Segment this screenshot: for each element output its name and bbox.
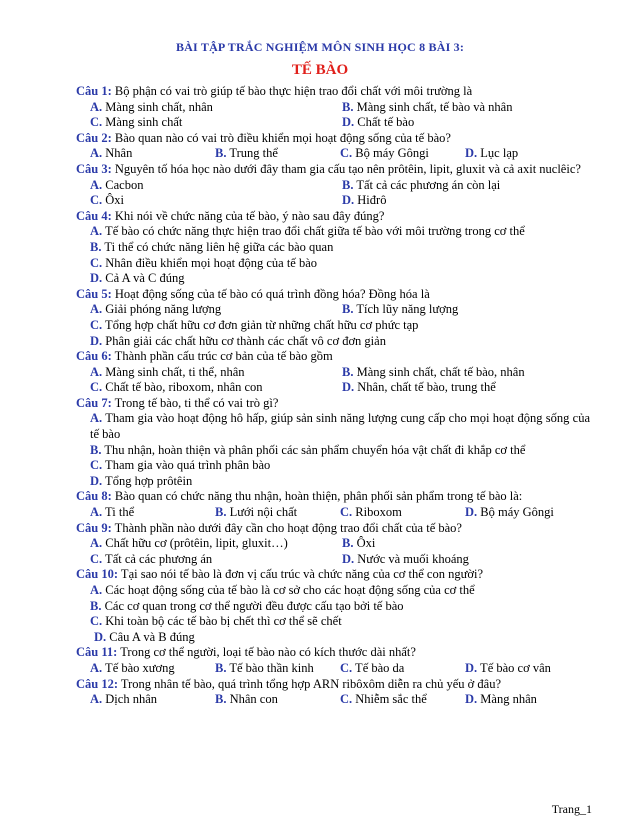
option-letter: C. [340,505,353,520]
option-text: Các hoạt động sống của tế bào là cơ sở cho các hoạt động sống của cơ thể [102,583,475,597]
answer-option [90,411,590,442]
question-text: Trong nhân tế bào, quá trình tổng hợp ARN ribôxôm diễn ra chủ yếu ở đâu? [118,676,501,691]
option-letter: B. [90,239,102,254]
option-letter: C. [90,551,103,566]
answer-option [90,599,590,615]
option-text: Riboxom [352,505,402,520]
question-number: Câu 9: [76,520,112,535]
question-stem [76,131,590,147]
option-text: Tổng hợp prôtêin [102,473,193,488]
option-letter: D. [90,271,103,286]
answer-option [90,334,590,350]
option-text: Phân giải các chất hữu cơ thành các chất vô cơ đơn giản [102,333,386,348]
question-block [76,567,590,645]
option-text: Tế bào xương [102,660,175,675]
question-stem [76,645,590,661]
question-stem [76,396,590,412]
answer-option [90,443,590,459]
option-letter: A. [90,536,103,551]
option-text: Cả A và C đúng [102,271,185,286]
option-letter: D. [342,551,355,566]
option-letter: A. [90,364,103,379]
option-row [90,692,590,708]
option-text: Trung thể [226,146,278,161]
answer-option [465,692,590,708]
option-row [90,146,590,162]
question-number: Câu 8: [76,489,112,504]
option-text: Tế bào cơ vân [477,660,551,675]
option-letter: B. [215,660,227,675]
answer-option [215,146,340,162]
document-title: BÀI TẬP TRẮC NGHIỆM MÔN SINH HỌC 8 BÀI 3: [175,40,465,54]
option-text: Tổng hợp chất hữu cơ đơn giản từ những chất hữu cơ phức tạp [102,317,419,332]
option-text: Màng sinh chất, nhân [102,99,213,114]
answer-option [342,380,496,396]
option-text: Màng sinh chất [102,115,183,130]
option-letter: C. [90,255,103,270]
answer-option [90,178,342,194]
question-number: Câu 3: [76,161,112,176]
answer-option [340,146,465,162]
question-stem [76,287,590,303]
answer-option [90,256,590,272]
answer-option [90,458,590,474]
answer-option [342,552,469,568]
answer-option [90,614,590,630]
answer-option [90,318,590,334]
option-text: Tham gia vào hoạt động hô hấp, giúp sản sinh năng lượng cung cấp cho mọi hoạt động sống của tế bào [90,411,590,442]
option-text: Nhân, chất tế bào, trung thể [354,380,496,395]
answer-option [90,505,215,521]
option-text: Nhân con [226,692,278,707]
option-text: Tất cả các phương án [102,551,213,566]
answer-option [215,661,340,677]
answer-option [90,474,590,490]
option-row [90,115,590,131]
option-row [90,536,590,552]
option-letter: B. [215,146,227,161]
answer-option [340,661,465,677]
answer-option [342,178,500,194]
question-stem [76,209,590,225]
option-row [90,505,590,521]
option-row [90,178,590,194]
question-stem [76,567,590,583]
option-text: Khi toàn bộ các tế bào bị chết thì cơ thể sẽ chết [102,614,342,629]
option-text: Ôxi [353,536,376,551]
answer-option [90,661,215,677]
answer-option [90,302,342,318]
option-text: Màng sinh chất, chất tế bào, nhân [353,364,525,379]
option-letter: B. [90,442,102,457]
question-text: Trong tế bào, ti thể có vai trò gì? [111,395,279,410]
option-text: Tế bào da [352,660,405,675]
option-letter: B. [215,692,227,707]
option-row [90,365,590,381]
option-row [90,100,590,116]
question-number: Câu 4: [76,208,112,223]
question-stem [76,489,590,505]
question-block [76,520,590,568]
answer-option [90,115,342,131]
option-row [90,552,590,568]
option-row [90,302,590,318]
option-letter: C. [340,660,353,675]
option-text: Dịch nhân [102,692,158,707]
option-letter: A. [90,99,103,114]
answer-option [465,146,590,162]
question-number: Câu 5: [76,286,112,301]
option-row [90,193,590,209]
option-text: Giải phóng năng lượng [102,302,222,317]
option-row [90,661,590,677]
option-letter: D. [90,333,103,348]
question-stem [76,349,590,365]
question-text: Tại sao nói tế bào là đơn vị cấu trúc và chức năng của cơ thể con người? [118,567,483,582]
option-text: Tế bào có chức năng thực hiện trao đổi chất giữa tế bào với môi trường trong cơ thể [102,224,525,239]
answer-option [90,536,342,552]
answer-option [90,240,590,256]
question-stem [76,521,590,537]
option-text: Chất tế bào [354,115,415,130]
question-number: Câu 1: [76,84,112,98]
answer-option [90,271,590,287]
option-letter: B. [215,505,227,520]
option-letter: A. [90,505,103,520]
option-text: Màng nhân [477,692,537,707]
option-letter: D. [342,193,355,208]
option-letter: A. [90,660,103,675]
question-number: Câu 10: [76,567,119,582]
question-block [76,130,590,162]
option-text: Tích lũy năng lượng [353,302,459,317]
option-letter: D. [465,660,478,675]
question-block [76,489,590,520]
option-text: Màng sinh chất, tế bào và nhân [353,99,513,114]
option-letter: D. [90,473,103,488]
option-letter: C. [90,458,103,473]
question-number: Câu 2: [76,130,112,145]
answer-option [90,100,342,116]
answer-option [90,583,590,599]
option-letter: C. [90,380,103,395]
page-number: Trang_1 [551,802,592,816]
option-text: Thu nhận, hoàn thiện và phân phối các sản phẩm chuyển hóa vật chất đi khắp cơ thể [101,442,526,457]
question-number: Câu 6: [76,349,112,364]
question-text: Hoạt động sống của tế bào có quá trình đồng hóa? Đồng hóa là [111,286,430,301]
question-stem [76,162,590,178]
question-block [76,395,590,490]
option-text: Các cơ quan trong cơ thể người đều được cấu tạo bởi tế bào [101,598,404,613]
option-letter: D. [465,692,478,707]
document-subtitle: TẾ BÀO [291,62,349,78]
option-letter: A. [90,224,103,239]
answer-option [90,630,594,646]
question-text: Bào quan nào có vai trò điều khiển mọi hoạt động sống của tế bào? [111,130,451,145]
option-letter: A. [90,583,103,597]
option-letter: C. [90,614,103,629]
option-text: Ti thể [102,505,135,520]
option-row [90,380,590,396]
answer-option [342,536,375,552]
question-block [76,286,590,349]
question-text: Thành phần cấu trúc cơ bản của tế bào gồm [111,349,333,364]
question-stem [76,677,590,693]
option-text: Nhân [102,146,133,161]
answer-option [90,193,342,209]
option-text: Tất cả các phương án còn lại [353,177,501,192]
option-text: Bộ máy Gôngi [477,505,554,520]
option-text: Cacbon [102,177,144,192]
question-text: Bào quan có chức năng thu nhận, hoàn thiện, phân phối sản phẩm trong tế bào là: [111,489,523,504]
answer-option [465,661,590,677]
option-text: Nhân điều khiển mọi hoạt động của tế bào [102,255,318,270]
question-text: Trong cơ thể người, loại tế bào nào có kích thước dài nhất? [117,645,416,660]
option-text: Tế bào thần kinh [226,660,314,675]
option-letter: A. [90,692,103,707]
option-letter: D. [94,629,107,644]
answer-option [90,365,342,381]
question-number: Câu 11: [76,645,118,660]
option-letter: C. [90,317,103,332]
option-letter: A. [90,411,103,426]
answer-option [342,302,458,318]
option-letter: D. [465,505,478,520]
answer-option [465,505,590,521]
option-letter: B. [342,177,354,192]
option-letter: C. [340,146,353,161]
answer-option [90,224,590,240]
option-text: Bộ máy Gôngi [352,146,429,161]
answer-option [342,193,386,209]
answer-option [342,100,512,116]
answer-option [340,692,465,708]
option-text: Chất hữu cơ (prôtêin, lipit, gluxit…) [102,536,288,551]
answer-option [342,115,414,131]
option-letter: A. [90,177,103,192]
option-letter: D. [342,380,355,395]
option-letter: B. [90,598,102,613]
option-text: Chất tế bào, riboxom, nhân con [102,380,263,395]
option-letter: B. [342,536,354,551]
option-letter: C. [340,692,353,707]
option-letter: C. [90,193,103,208]
question-block [76,645,590,676]
answer-option [342,365,525,381]
question-block [76,161,590,209]
question-text: Nguyên tố hóa học nào dưới đây tham gia cấu tạo nên prôtêin, lipit, gluxit và cả axit nuclêic? [111,161,581,176]
option-letter: B. [342,99,354,114]
option-text: Ti thể có chức năng liên hệ giữa các bào quan [101,239,334,254]
answer-option [215,505,340,521]
answer-option [215,692,340,708]
question-list [76,84,590,708]
option-letter: C. [90,115,103,130]
question-block [76,676,590,708]
answer-option [90,692,215,708]
option-letter: D. [342,115,355,130]
option-text: Nước và muối khoáng [354,551,469,566]
option-letter: B. [342,302,354,317]
option-text: Màng sinh chất, ti thể, nhân [102,364,245,379]
question-stem [76,84,590,100]
option-text: Hiđrô [354,193,387,208]
option-text: Ôxi [102,193,125,208]
question-block [76,349,590,396]
answer-option [90,146,215,162]
option-letter: B. [342,364,354,379]
answer-option [340,505,465,521]
question-number: Câu 7: [76,395,112,410]
question-text: Bộ phận có vai trò giúp tế bào thực hiện trao đổi chất với môi trường là [111,84,473,98]
question-number: Câu 12: [76,676,119,691]
question-block [76,84,590,131]
question-text: Khi nói về chức năng của tế bào, ý nào sau đây đúng? [111,208,385,223]
option-text: Lưới nội chất [226,505,298,520]
answer-option [90,552,342,568]
question-text: Thành phần nào dưới đây cần cho hoạt động trao đổi chất của tế bào? [111,520,462,535]
option-text: Nhiễm sắc thể [352,692,427,707]
question-block [76,208,590,287]
option-text: Câu A và B đúng [106,629,195,644]
option-text: Tham gia vào quá trình phân bào [102,458,271,473]
option-text: Lục lạp [477,146,519,161]
option-letter: D. [465,146,478,161]
option-letter: A. [90,302,103,317]
answer-option [90,380,342,396]
option-letter: A. [90,146,103,161]
